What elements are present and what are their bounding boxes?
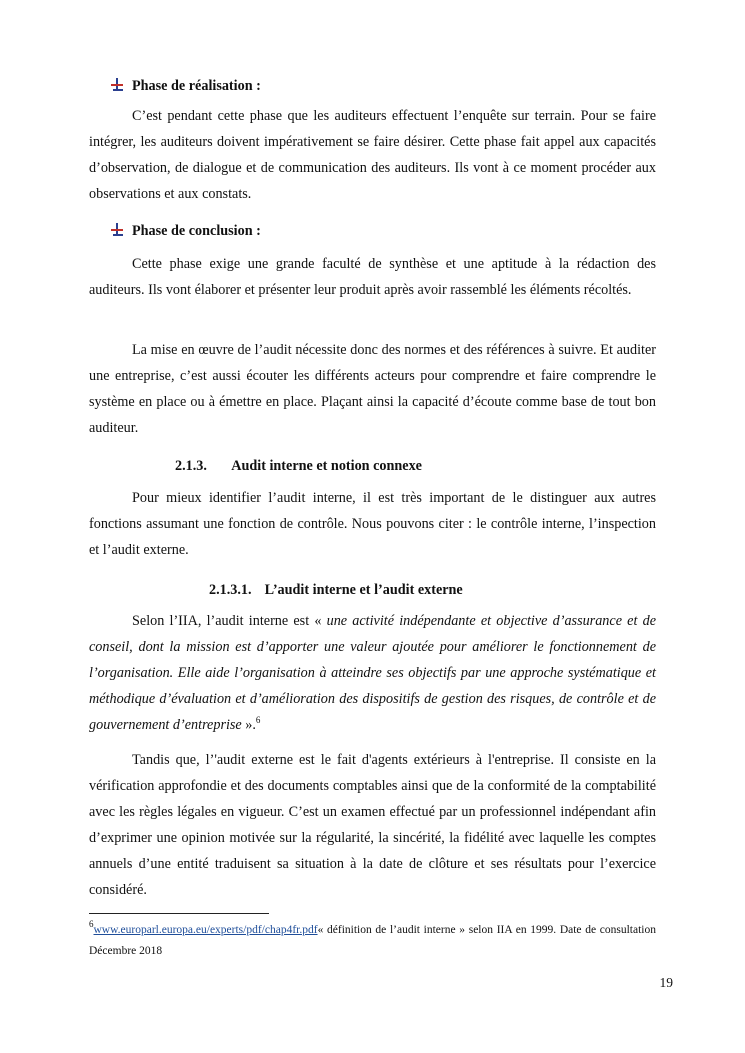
footnote-separator <box>89 913 269 914</box>
paragraph-realisation: C’est pendant cette phase que les auditeurs effectuent l’enquête sur terrain. Pour se faire intégrer, les auditeurs doivent impérativement se faire désirer. Cette phase fait appel aux capacités d’observation, de dialogue et de communication des auditeurs. Ils vont à ce moment procéder aux observations et aux constats. <box>89 108 656 202</box>
heading-2-1-3 <box>175 456 422 476</box>
iia-outro: ». <box>241 717 256 733</box>
paragraph-identifier: Pour mieux identifier l’audit interne, il est très important de le distinguer aux autres fonctions assumant une fonction de contrôle. Nous pouvons citer : le contrôle interne, l’inspection et l’audit externe. <box>89 490 656 558</box>
page-number: 19 <box>659 975 673 990</box>
footnote-link[interactable]: www.europarl.europa.eu/experts/pdf/chap4fr.pdf <box>93 924 318 936</box>
footnote-ref: 6 <box>255 715 261 725</box>
heading-phase-conclusion <box>110 221 261 241</box>
footnote-text: « définition de l’audit interne » selon IIA en 1999. Date de consultation Décembre 2018 <box>89 924 656 957</box>
heading-phase-conclusion-label: Phase de conclusion : <box>132 223 261 239</box>
heading-2-1-3-1 <box>209 580 463 600</box>
bullet-cross-icon <box>110 78 124 92</box>
iia-quote: une activité indépendante et objective d’assurance et de conseil, dont la mission est d’apporter une valeur ajoutée pour améliorer le fonctionnement de l’organisation. Elle aide l’organisation à atteindre ses objectifs par une approche systématique et méthodique d’évaluation et d’amélioration des dispositifs de gestion des risques, de contrôle et de gouvernement d’entreprise <box>89 613 656 733</box>
heading-2-1-3-1-number: 2.1.3.1. <box>209 582 252 598</box>
heading-phase-realisation-label: Phase de réalisation : <box>132 78 261 94</box>
paragraph-audit-externe: Tandis que, l’'audit externe est le fait d'agents extérieurs à l'entreprise. Il consiste en la vérification approfondie et des documents comptables ainsi que de la conformité de la comptabilité avec les règles légales en vigueur. C’est un examen effectué par un professionnel indépendant afin d’exprimer une opinion motivée sur la régularité, la sincérité, la fidélité avec laquelle les comptes annuels d’une entité traduisent sa situation à la date de clôture et ses résultats pour l’exercice considéré. <box>89 752 656 898</box>
iia-intro: Selon l’IIA, l’audit interne est « <box>132 613 327 629</box>
heading-2-1-3-1-title: L’audit interne et l’audit externe <box>264 582 463 598</box>
paragraph-mise-en-oeuvre: La mise en œuvre de l’audit nécessite donc des normes et des références à suivre. Et auditer une entreprise, c’est aussi écouter les différents acteurs pour comprendre et faire comprendre le système en place ou à émettre en place. Plaçant ainsi la capacité d’écoute comme base de tout bon auditeur. <box>89 342 656 436</box>
paragraph-conclusion: Cette phase exige une grande faculté de synthèse et une aptitude à la rédaction des auditeurs. Ils vont élaborer et présenter leur produit après avoir rassemblé les éléments récoltés. <box>89 256 656 298</box>
footnote-number: 6 <box>89 919 94 929</box>
paragraph-iia-definition <box>89 608 656 738</box>
heading-phase-realisation <box>110 76 261 96</box>
footnote <box>89 920 656 962</box>
bullet-cross-icon <box>110 223 124 237</box>
heading-2-1-3-number: 2.1.3. <box>175 458 207 474</box>
heading-2-1-3-title: Audit interne et notion connexe <box>231 458 422 474</box>
